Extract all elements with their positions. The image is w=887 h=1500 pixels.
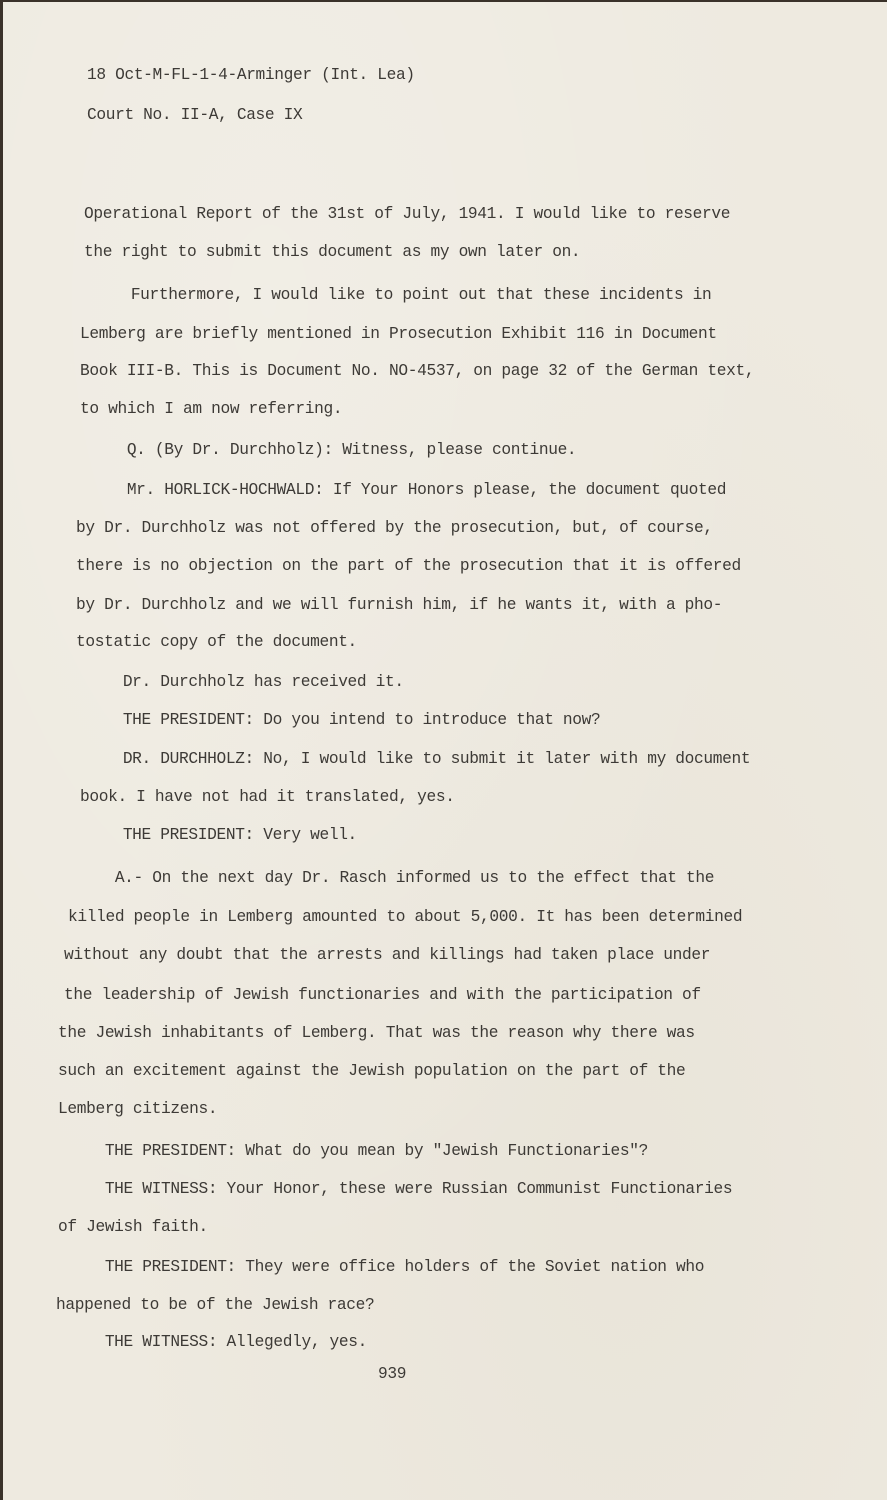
transcript-line: Dr. Durchholz has received it. xyxy=(76,673,404,691)
transcript-line: the right to submit this document as my own later on. xyxy=(84,243,581,261)
transcript-line: A.- On the next day Dr. Rasch informed us to the effect that the xyxy=(68,869,715,887)
transcript-line: Mr. HORLICK-HOCHWALD: If Your Honors please, the document quoted xyxy=(80,481,727,499)
transcript-line: Furthermore, I would like to point out that these incidents in xyxy=(84,286,712,304)
transcript-line: happened to be of the Jewish race? xyxy=(56,1296,375,1314)
transcript-line: THE WITNESS: Your Honor, these were Russian Communist Functionaries xyxy=(58,1180,733,1198)
header-court: Court No. II-A, Case IX xyxy=(87,106,303,124)
transcript-line: Lemberg citizens. xyxy=(58,1100,218,1118)
transcript-line: the Jewish inhabitants of Lemberg. That was the reason why there was xyxy=(58,1024,695,1042)
transcript-line: THE PRESIDENT: Do you intend to introduce that now? xyxy=(76,711,601,729)
header-reference: 18 Oct-M-FL-1-4-Arminger (Int. Lea) xyxy=(87,66,415,84)
transcript-page xyxy=(3,2,887,1500)
transcript-line: THE WITNESS: Allegedly, yes. xyxy=(58,1333,368,1351)
transcript-line: Operational Report of the 31st of July, 1941. I would like to reserve xyxy=(84,205,731,223)
transcript-line: by Dr. Durchholz was not offered by the prosecution, but, of course, xyxy=(76,519,713,537)
transcript-line: to which I am now referring. xyxy=(80,400,343,418)
transcript-line: DR. DURCHHOLZ: No, I would like to submit it later with my document xyxy=(76,750,751,768)
transcript-line: THE PRESIDENT: Very well. xyxy=(76,826,357,844)
transcript-line: Book III-B. This is Document No. NO-4537, on page 32 of the German text, xyxy=(80,362,755,380)
transcript-line: Q. (By Dr. Durchholz): Witness, please continue. xyxy=(80,441,577,459)
transcript-line: THE PRESIDENT: What do you mean by "Jewish Functionaries"? xyxy=(58,1142,648,1160)
transcript-line: Lemberg are briefly mentioned in Prosecution Exhibit 116 in Document xyxy=(80,325,717,343)
transcript-line: without any doubt that the arrests and killings had taken place under xyxy=(64,946,711,964)
page-number: 939 xyxy=(378,1365,407,1383)
transcript-line: of Jewish faith. xyxy=(58,1218,208,1236)
transcript-line: such an excitement against the Jewish population on the part of the xyxy=(58,1062,686,1080)
transcript-line: book. I have not had it translated, yes. xyxy=(80,788,455,806)
transcript-line: killed people in Lemberg amounted to about 5,000. It has been determined xyxy=(68,908,743,926)
transcript-line: THE PRESIDENT: They were office holders of the Soviet nation who xyxy=(58,1258,705,1276)
transcript-line: the leadership of Jewish functionaries and with the participation of xyxy=(64,986,701,1004)
transcript-line: there is no objection on the part of the prosecution that it is offered xyxy=(76,557,741,575)
transcript-line: tostatic copy of the document. xyxy=(76,633,357,651)
transcript-line: by Dr. Durchholz and we will furnish him, if he wants it, with a pho- xyxy=(76,596,723,614)
